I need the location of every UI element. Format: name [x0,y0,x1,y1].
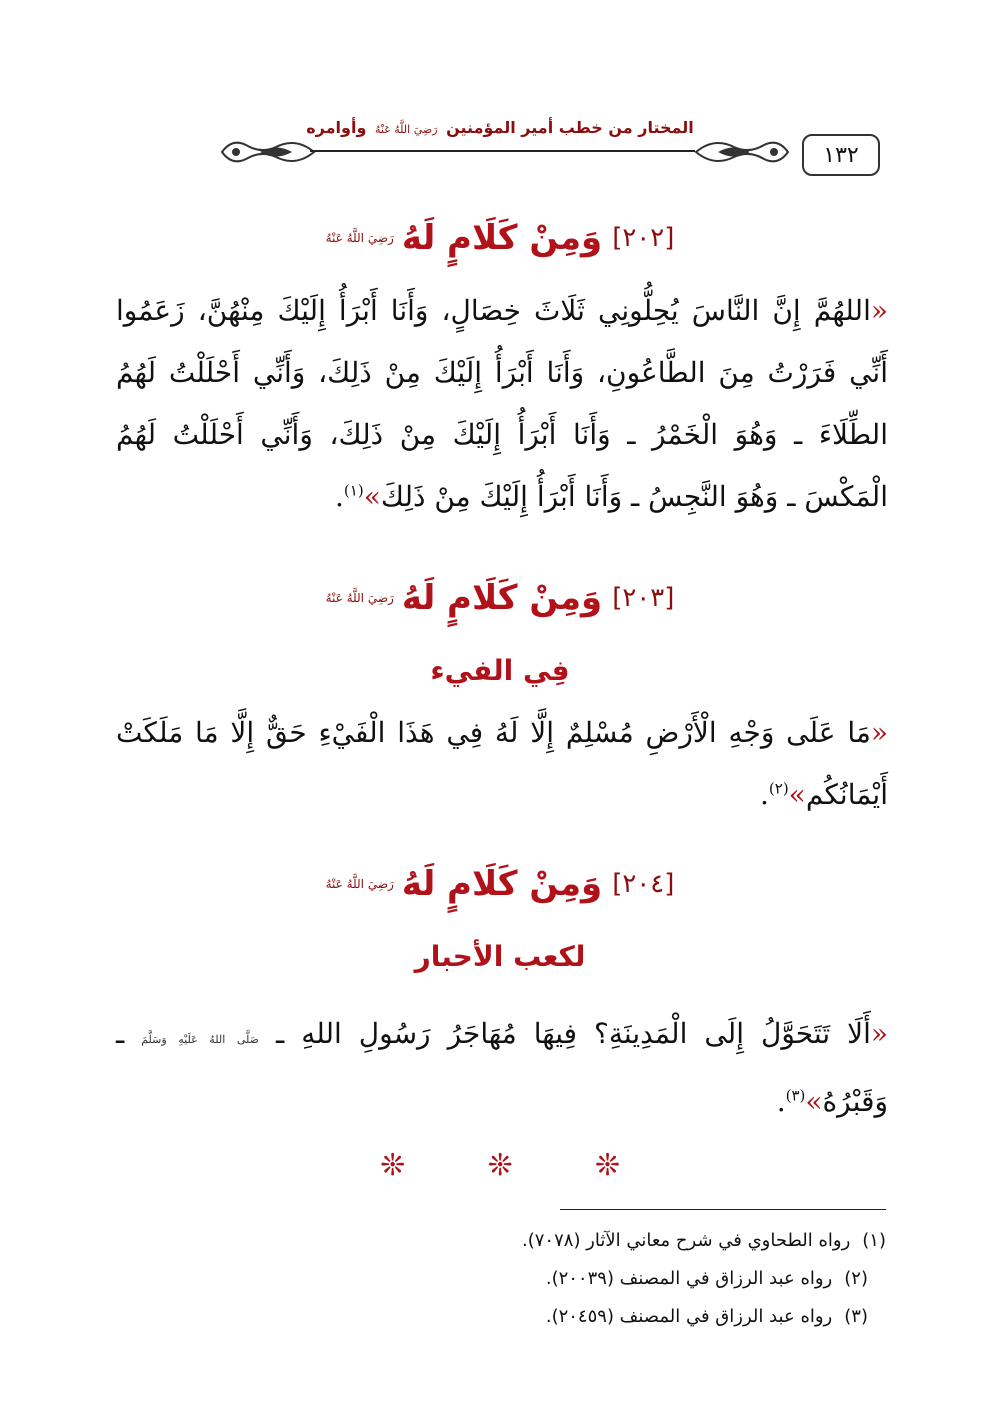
star-icon: ❊ [487,1147,513,1183]
star-icon: ❊ [594,1147,620,1183]
period: . [335,480,344,513]
section-body: اللهُمَّ إِنَّ النَّاسَ يُحِلُّونِي ثَلَاثَ خِصَالٍ، وَأَنَا أَبْرَأُ إِلَيْكَ مِنْهُنَّ، زَعَمُوا أَنِّي فَرَرْتُ مِنَ الطَّاعُونِ، وَأَنَا أَبْرَأُ إِلَيْكَ مِنْ ذَلِكَ، وَأَنِّي أَحْلَلْتُ لَهُمُ الطِّلَاءَ ـ وَهُوَ الْخَمْرُ ـ وَأَنَا أَبْرَأُ إِلَيْكَ مِنْ ذَلِكَ، وَأَنِّي أَحْلَلْتُ لَهُمُ الْمَكْسَ ـ وَهُوَ النَّجِسُ ـ وَأَنَا أَبْرَأُ إِلَيْكَ مِنْ ذَلِكَ [116,294,888,513]
close-quote: » [805,1085,823,1118]
footnote-mark: (٣) [844,1306,868,1327]
section-honor: رَضِيَ اللَّهُ عَنْهُ [325,231,394,245]
period: . [776,1085,786,1118]
close-quote: » [788,778,806,811]
running-title-honor: رَضِيَ اللَّهُ عَنْهُ [374,123,438,136]
footnote-ref: (٢) [768,779,789,798]
section-heading-204 [250,856,750,912]
section-body-a: أَلَا تَتَحَوَّلُ إِلَى الْمَدِينَةِ؟ فِيهَا مُهَاجَرُ رَسُولِ اللهِ ـ [276,1017,871,1050]
footnote-item [300,1260,886,1298]
close-quote: » [363,480,381,513]
footnote-item [300,1298,886,1336]
footnote-ref: (١) [343,481,364,500]
section-number: [٢٠٣] [612,583,675,613]
footnote-mark: (١) [862,1230,886,1251]
section-text-203 [116,702,888,826]
section-body-b: ـ وَقَبْرُهُ [116,1017,888,1118]
section-number: [٢٠٤] [612,869,675,899]
section-text-204 [116,1003,888,1133]
section-text-202 [116,280,888,528]
section-heading-202 [250,210,750,266]
footnote-text: رواه الطحاوي في شرح معاني الآثار (٧٠٧٨). [522,1230,851,1251]
open-quote: « [870,1017,888,1050]
star-icon: ❊ [380,1147,406,1183]
running-title-end: وأوامره [306,118,367,137]
footnote-text: رواه عبد الرزاق في المصنف (٢٠٠٣٩). [545,1268,833,1289]
section-phrase: وَمِنْ كَلَامٍ لَهُ [401,578,603,618]
running-title [300,118,700,152]
footnote-text: رواه عبد الرزاق في المصنف (٢٠٤٥٩). [545,1306,833,1327]
section-honor: رَضِيَ اللَّهُ عَنْهُ [325,591,394,605]
section-heading-203 [250,570,750,626]
section-subtitle-203: فِي الفيء [430,654,570,687]
page-number-text: ١٣٢ [823,142,859,168]
section-honor: رَضِيَ اللَّهُ عَنْهُ [325,877,394,891]
page-number [802,134,880,176]
section-body: مَا عَلَى وَجْهِ الْأَرْضِ مُسْلِمٌ إِلَّا لَهُ فِي هَذَا الْفَيْءِ حَقٌّ إِلَّا مَا مَلَكَتْ أَيْمَانُكُم [116,716,888,811]
inline-honor: صَلَّى اللهُ عَلَيْهِ وَسَلَّمَ [141,1033,259,1046]
footnote-ref: (٣) [785,1086,806,1105]
section-phrase: وَمِنْ كَلَامٍ لَهُ [401,218,603,258]
period: . [759,778,769,811]
footnote-item [300,1222,886,1260]
running-title-main: المختار من خطب أمير المؤمنين [446,118,694,137]
section-number: [٢٠٢] [612,223,675,253]
open-quote: « [870,716,888,749]
footnote-mark: (٢) [844,1268,868,1289]
section-divider [380,1145,620,1185]
footnote-rule [560,1209,886,1210]
footnotes [300,1222,886,1336]
right-ornament-icon [694,133,790,171]
open-quote: « [870,294,888,327]
section-phrase: وَمِنْ كَلَامٍ لَهُ [401,864,603,904]
header-rule [310,150,695,152]
section-subtitle-204: لكعب الأحبار [414,940,586,973]
